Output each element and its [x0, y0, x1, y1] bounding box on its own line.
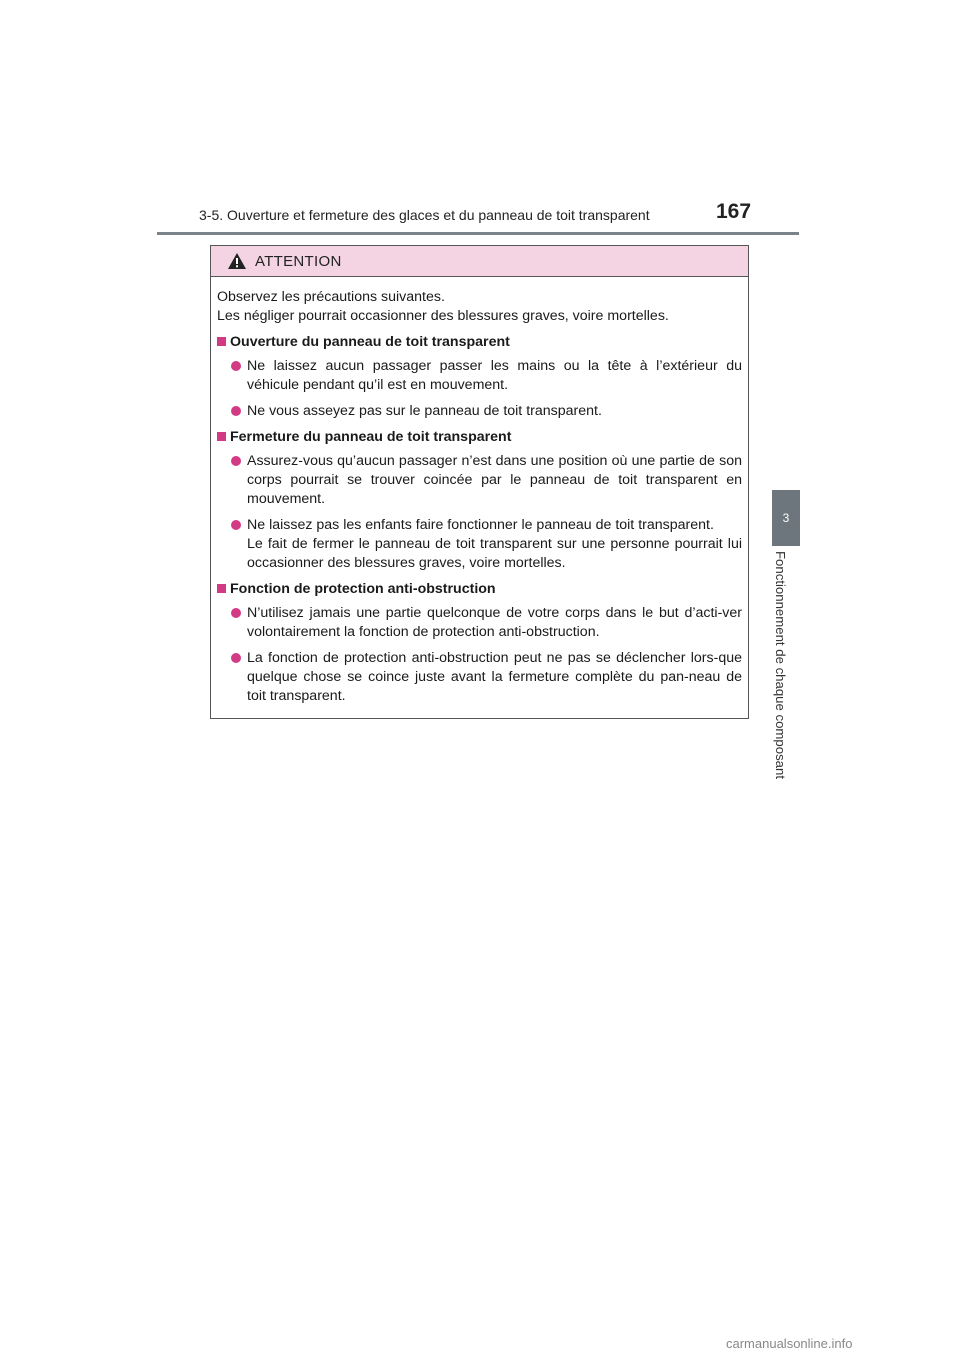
- list-item: [231, 357, 742, 395]
- square-bullet-icon: [217, 337, 226, 346]
- list-item-paragraph: Le fait de fermer le panneau de toit transparent sur une personne pourrait lui occasionner des blessures graves, voire mortelles.: [247, 536, 742, 571]
- list-item-text: [247, 516, 742, 573]
- warning-body: [211, 277, 748, 706]
- dot-bullet-icon: [231, 520, 241, 530]
- list-item-paragraph: Assurez-vous qu’aucun passager n’est dans une position où une partie de son corps pourrait se trouver coincée par le panneau de toit transparent en mouvement.: [247, 453, 742, 507]
- chapter-tab: [772, 490, 800, 546]
- list-item-text: [247, 604, 742, 642]
- warning-intro: [217, 288, 742, 326]
- page-number: 167: [716, 200, 752, 223]
- square-bullet-icon: [217, 584, 226, 593]
- section-heading: [217, 333, 742, 352]
- dot-bullet-icon: [231, 653, 241, 663]
- list-item-paragraph: La fonction de protection anti-obstruction peut ne pas se déclencher lors-que quelque chose se coince juste avant la fermeture complète du pan-neau de toit transparent.: [247, 650, 742, 704]
- header-rule: [157, 232, 799, 235]
- warning-intro-line: Les négliger pourrait occasionner des blessures graves, voire mortelles.: [217, 308, 669, 324]
- section-heading-text: Fonction de protection anti-obstruction: [230, 581, 496, 597]
- warning-section: [217, 333, 742, 421]
- warning-intro-line: Observez les précautions suivantes.: [217, 289, 445, 305]
- list-item-text: [247, 402, 742, 421]
- section-heading: [217, 580, 742, 599]
- page-header-title: 3-5. Ouverture et fermeture des glaces et du panneau de toit transparent: [199, 207, 650, 223]
- list-item-text: [247, 452, 742, 509]
- section-heading-text: Fermeture du panneau de toit transparent: [230, 429, 512, 445]
- list-item-paragraph: Ne laissez aucun passager passer les mains ou la tête à l’extérieur du véhicule pendant qu’il est en mouvement.: [247, 358, 742, 393]
- list-item: [231, 649, 742, 706]
- list-item: [231, 604, 742, 642]
- list-item-paragraph: Ne vous asseyez pas sur le panneau de toit transparent.: [247, 403, 602, 419]
- section-heading: [217, 428, 742, 447]
- list-item-paragraph: Ne laissez pas les enfants faire fonctionner le panneau de toit transparent.: [247, 517, 714, 533]
- dot-bullet-icon: [231, 608, 241, 618]
- chapter-tab-number: 3: [782, 511, 790, 525]
- footer-watermark: carmanualsonline.info: [726, 1336, 853, 1351]
- chapter-side-label: [773, 551, 806, 811]
- dot-bullet-icon: [231, 406, 241, 416]
- warning-header: [211, 246, 748, 277]
- warning-section: [217, 428, 742, 573]
- list-item-text: [247, 357, 742, 395]
- chapter-side-label-text: Fonctionnement de chaque composant: [773, 551, 788, 779]
- square-bullet-icon: [217, 432, 226, 441]
- warning-section: [217, 580, 742, 706]
- dot-bullet-icon: [231, 456, 241, 466]
- warning-triangle-icon: [227, 252, 247, 270]
- list-item: [231, 452, 742, 509]
- list-item: [231, 402, 742, 421]
- list-item-text: [247, 649, 742, 706]
- dot-bullet-icon: [231, 361, 241, 371]
- section-heading-text: Ouverture du panneau de toit transparent: [230, 334, 510, 350]
- warning-title: ATTENTION: [255, 252, 342, 270]
- warning-box: [210, 245, 749, 719]
- list-item-paragraph: N’utilisez jamais une partie quelconque de votre corps dans le but d’acti-ver volontairement la fonction de protection anti-obstruction.: [247, 605, 742, 640]
- list-item: [231, 516, 742, 573]
